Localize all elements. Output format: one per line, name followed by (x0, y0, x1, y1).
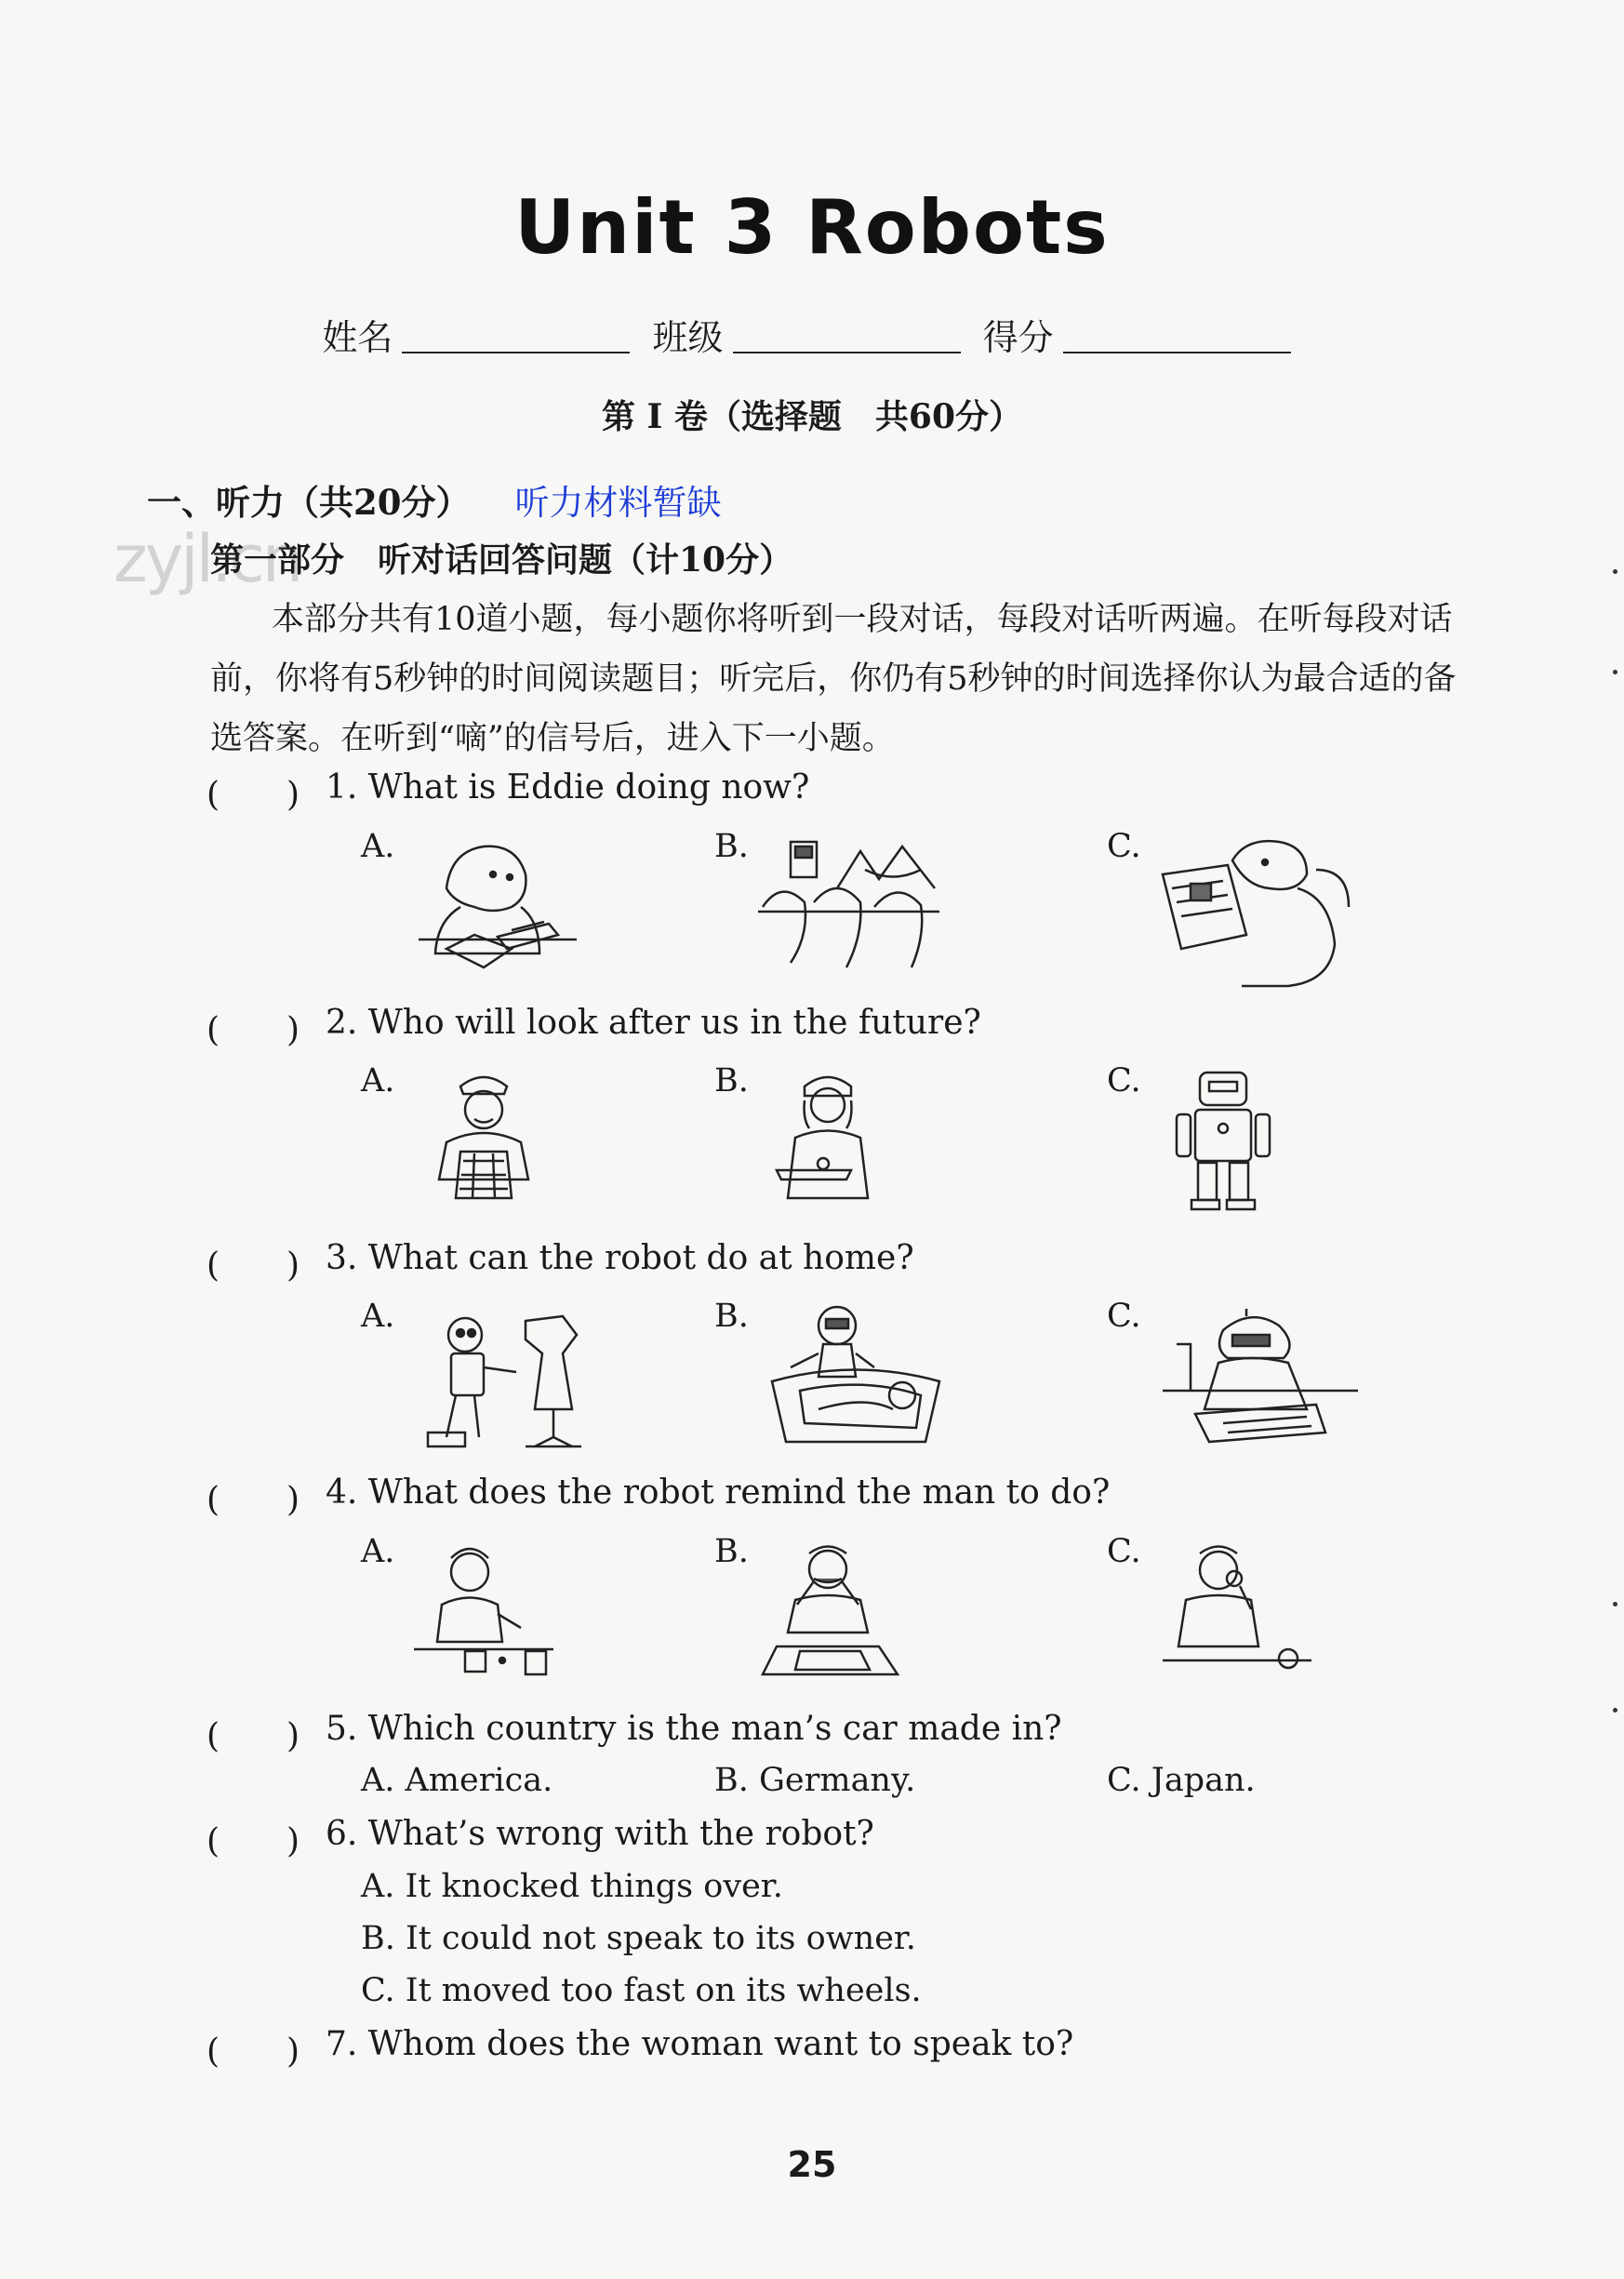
q3-picture-c (1158, 1307, 1363, 1446)
class-blank[interactable] (733, 324, 961, 353)
watermark: zyjl.cn (113, 521, 301, 597)
page-number: 25 (787, 2144, 837, 2185)
instructions-text: 本部分共有10道小题，每小题你将听到一段对话，每段对话听两遍。在听每段对话前，你将有5秒钟的时间阅读题目；听完后，你仍有5秒钟的时间选择你认为最合适的备选答案。在听到“嘀”的信号后，进入下一小题。 (210, 601, 1457, 757)
class-label: 班级 (652, 317, 724, 358)
q6-option-b[interactable]: B. It could not speak to its owner. (361, 1920, 916, 1957)
q6-option-a[interactable]: A. It knocked things over. (361, 1868, 783, 1905)
answer-blank-4[interactable]: ( ) (206, 1481, 300, 1519)
score-label: 得分 (982, 317, 1054, 358)
q2-option-c[interactable]: C. (1107, 1062, 1141, 1100)
q5-option-c[interactable]: C. Japan. (1107, 1762, 1256, 1799)
q4-picture-b (758, 1539, 907, 1679)
margin-mark (1613, 1602, 1617, 1606)
q4-picture-c (1158, 1539, 1316, 1679)
q4-option-a[interactable]: A. (361, 1533, 395, 1570)
q1-picture-c (1158, 833, 1353, 991)
question-6: 6. What’s wrong with the robot? (326, 1815, 874, 1853)
q2-option-a[interactable]: A. (361, 1062, 395, 1100)
q2-picture-b (767, 1068, 888, 1203)
margin-mark (1613, 1708, 1617, 1713)
question-1: 1. What is Eddie doing now? (326, 768, 810, 806)
q5-option-a[interactable]: A. America. (361, 1762, 553, 1799)
name-blank[interactable] (402, 324, 630, 353)
page-title: Unit 3 Robots (514, 184, 1110, 271)
part-title: 第一部分 听对话回答问题（计10分） (210, 540, 793, 580)
q1-option-b[interactable]: B. (714, 828, 749, 865)
answer-blank-2[interactable]: ( ) (206, 1011, 300, 1049)
question-5: 5. Which country is the man’s car made in? (326, 1710, 1062, 1748)
student-info-row (0, 309, 1624, 360)
instructions (210, 590, 1475, 768)
q3-option-c[interactable]: C. (1107, 1298, 1141, 1335)
q3-option-b[interactable]: B. (714, 1298, 749, 1335)
q1-option-a[interactable]: A. (361, 828, 395, 865)
q3-picture-a (423, 1307, 600, 1451)
score-blank[interactable] (1063, 324, 1291, 353)
q4-picture-a (409, 1539, 558, 1679)
section-title: 一、听力（共20分） (147, 482, 471, 523)
q6-option-c[interactable]: C. It moved too fast on its wheels. (361, 1972, 922, 2009)
q1-picture-b (753, 833, 949, 972)
answer-blank-7[interactable]: ( ) (206, 2032, 300, 2071)
answer-blank-6[interactable]: ( ) (206, 1822, 300, 1860)
question-7: 7. Whom does the woman want to speak to? (326, 2025, 1074, 2063)
question-2: 2. Who will look after us in the future? (326, 1004, 981, 1042)
margin-mark (1613, 670, 1617, 674)
question-3: 3. What can the robot do at home? (326, 1239, 914, 1277)
answer-blank-5[interactable]: ( ) (206, 1717, 300, 1755)
q1-picture-a (409, 833, 586, 972)
q2-option-b[interactable]: B. (714, 1062, 749, 1100)
q3-picture-b (763, 1302, 949, 1451)
margin-mark (1613, 569, 1617, 574)
answer-blank-3[interactable]: ( ) (206, 1246, 300, 1285)
q1-option-c: C. (1107, 828, 1141, 865)
volume-title: 第 I 卷（选择题 共60分） (601, 397, 1022, 436)
section-note: 听力材料暂缺 (514, 483, 722, 523)
question-4: 4. What does the robot remind the man to do? (326, 1473, 1111, 1512)
q3-option-a[interactable]: A. (361, 1298, 395, 1335)
name-label: 姓名 (322, 317, 393, 358)
section-heading (147, 474, 722, 525)
q2-picture-a (419, 1068, 549, 1203)
q4-option-c[interactable]: C. (1107, 1533, 1141, 1570)
q2-picture-c (1167, 1068, 1279, 1212)
answer-blank-1[interactable]: ( ) (206, 776, 300, 814)
q5-option-b[interactable]: B. Germany. (714, 1762, 916, 1799)
q4-option-b[interactable]: B. (714, 1533, 749, 1570)
